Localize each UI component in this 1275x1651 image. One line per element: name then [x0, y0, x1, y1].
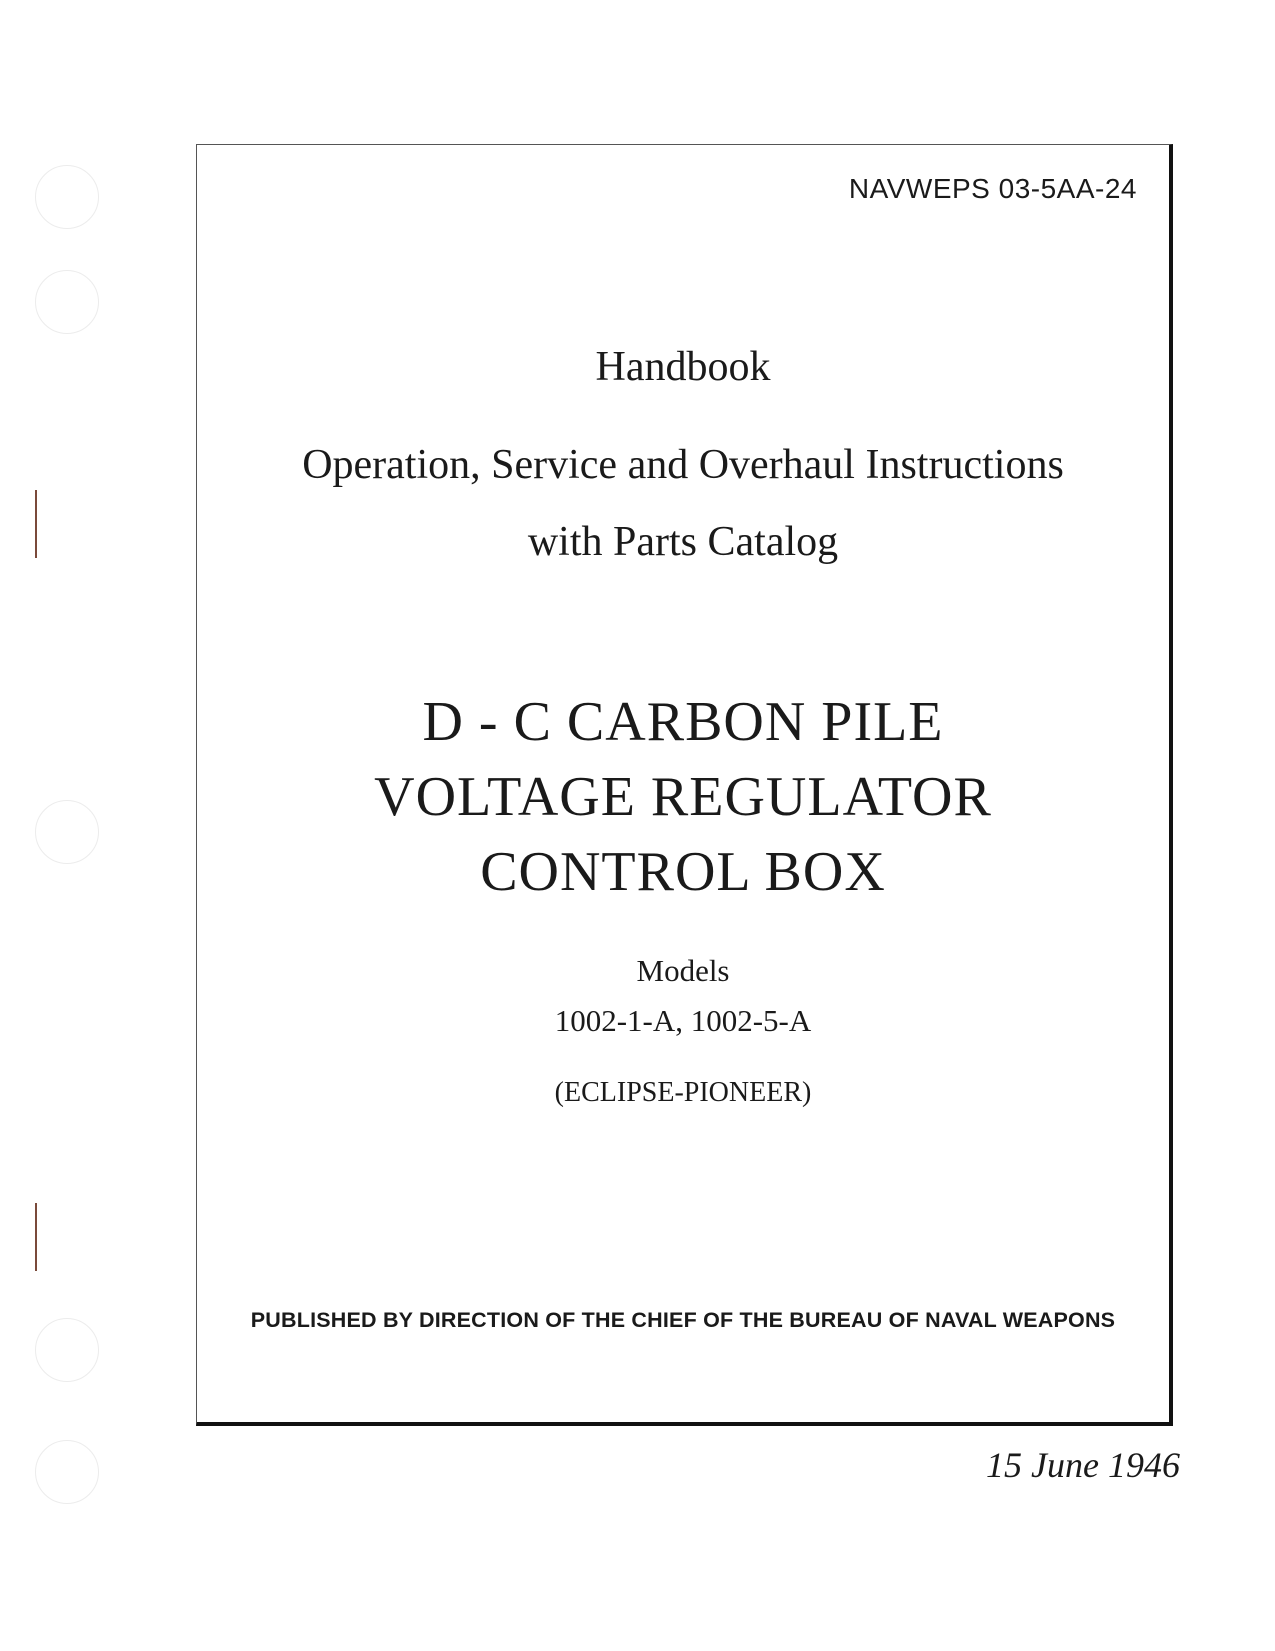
- manufacturer: (ECLIPSE-PIONEER): [554, 1077, 812, 1108]
- handbook-label: Handbook: [595, 344, 771, 390]
- punch-hole: [35, 165, 99, 229]
- subtitle-line-1: Operation, Service and Overhaul Instructions: [302, 442, 1064, 488]
- subtitle-line-2: with Parts Catalog: [527, 519, 839, 565]
- punch-hole: [35, 270, 99, 334]
- punch-hole: [35, 1440, 99, 1504]
- document-number: NAVWEPS 03-5AA-24: [848, 173, 1137, 204]
- margin-mark: [35, 490, 37, 558]
- punch-hole: [35, 1318, 99, 1382]
- title-line-2: VOLTAGE REGULATOR: [374, 766, 992, 828]
- models-list: 1002-1-A, 1002-5-A: [554, 1003, 812, 1038]
- publisher-statement: PUBLISHED BY DIRECTION OF THE CHIEF OF THE BUREAU OF NAVAL WEAPONS: [250, 1308, 1116, 1332]
- publication-date: 15 June 1946: [986, 1445, 1180, 1485]
- models-label: Models: [636, 953, 730, 988]
- margin-mark: [35, 1203, 37, 1271]
- cover-frame: [196, 144, 1173, 1426]
- punch-hole: [35, 800, 99, 864]
- title-line-3: CONTROL BOX: [480, 841, 886, 903]
- title-line-1: D - C CARBON PILE: [422, 691, 944, 753]
